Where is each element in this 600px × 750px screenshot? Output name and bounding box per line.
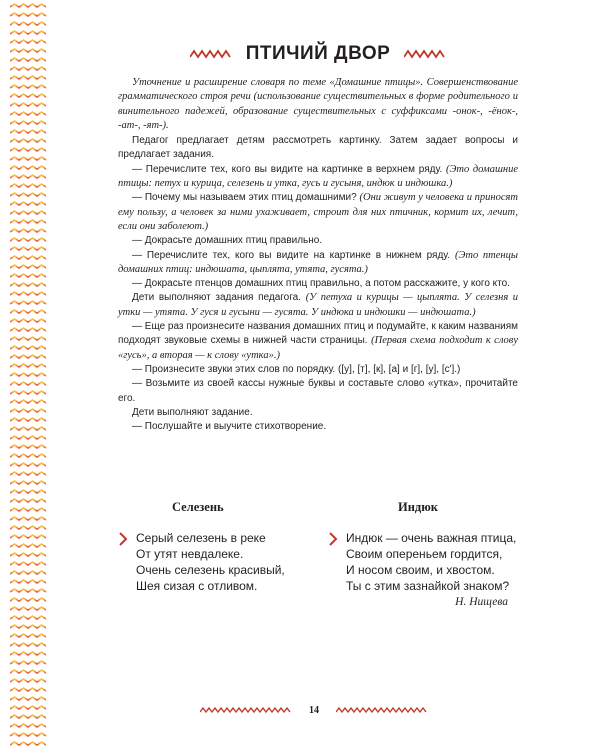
zigzag-line — [10, 31, 46, 34]
zigzag-stripe-decoration — [10, 0, 46, 750]
chevron-right-icon — [328, 532, 338, 546]
zigzag-line — [10, 715, 46, 718]
paragraph-answer: (Первая схема подходит к слову «гусь», а вторая — к слову «утка».) — [118, 335, 519, 361]
zigzag-line — [10, 148, 46, 151]
instruction-paragraph — [118, 191, 518, 234]
instruction-paragraph — [118, 377, 518, 406]
poem-stanza — [118, 530, 328, 594]
zigzag-line — [10, 166, 46, 169]
zigzag-line — [10, 544, 46, 547]
zigzag-line — [10, 67, 46, 70]
zigzag-line — [10, 400, 46, 403]
poem-line: И носом своим, и хвостом. — [346, 563, 495, 577]
zigzag-line — [10, 364, 46, 367]
paragraph-text: — Послушайте и выучите стихотворение. — [132, 421, 327, 433]
zigzag-line — [10, 418, 46, 421]
paragraph-answer: (Это домашние птицы: петух и курица, селезень и утка, гусь и гусыня, индюк и индюшка.) — [118, 163, 518, 190]
zigzag-line — [10, 607, 46, 610]
instruction-paragraph — [118, 420, 518, 434]
zigzag-line — [10, 598, 46, 601]
wave-ornament-left-icon — [200, 706, 292, 714]
page-title: ПТИЧИЙ ДВОР — [245, 43, 391, 64]
zigzag-line — [10, 319, 46, 322]
zigzag-line — [10, 292, 46, 295]
zigzag-line — [10, 571, 46, 574]
zigzag-line — [10, 373, 46, 376]
zigzag-line — [10, 283, 46, 286]
zigzag-line — [10, 742, 46, 745]
zigzag-line — [10, 616, 46, 619]
zigzag-line — [10, 13, 46, 16]
zigzag-line — [10, 535, 46, 538]
title-row — [118, 40, 518, 68]
zigzag-line — [10, 553, 46, 556]
zigzag-line — [10, 697, 46, 700]
instruction-paragraph — [118, 320, 518, 363]
zigzag-line — [10, 274, 46, 277]
instruction-paragraph — [118, 363, 518, 377]
zigzag-line — [10, 112, 46, 115]
wave-ornament-left-icon — [190, 49, 232, 59]
paragraph-text: — Докрасьте птенцов домашних птиц правильно, а потом расскажите, у кого кто. — [132, 278, 510, 290]
zigzag-line — [10, 76, 46, 79]
paragraph-text: — Перечислите тех, кого вы видите на картинке в нижнем ряду. — [132, 249, 451, 261]
poem-line: Ты с этим зазнайкой знаком? — [346, 579, 510, 593]
zigzag-line — [10, 265, 46, 268]
paragraph-answer: (Они живут у человека и приносят ему пользу, а человек за ними ухаживает, строит для них птичник, кормит их, лечит, если они заболеют.) — [118, 192, 518, 232]
zigzag-line — [10, 85, 46, 88]
paragraph-text: — Почему мы называем этих птиц домашними? — [132, 192, 357, 204]
zigzag-line — [10, 481, 46, 484]
poem-line: Шея сизая с отливом. — [136, 579, 258, 593]
instruction-paragraph — [118, 277, 518, 291]
zigzag-line — [10, 229, 46, 232]
poem-line: Серый селезень в реке — [136, 531, 266, 545]
instruction-paragraph — [118, 249, 518, 278]
zigzag-line — [10, 580, 46, 583]
zigzag-line — [10, 445, 46, 448]
wave-ornament-right-icon — [404, 49, 446, 59]
zigzag-line — [10, 436, 46, 439]
zigzag-line — [10, 517, 46, 520]
zigzag-line — [10, 355, 46, 358]
zigzag-line — [10, 22, 46, 25]
zigzag-line — [10, 652, 46, 655]
zigzag-line — [10, 643, 46, 646]
zigzag-line — [10, 175, 46, 178]
paragraph-text: Дети выполняют задания педагога. — [132, 292, 302, 304]
zigzag-line — [10, 562, 46, 565]
poem-seleizen — [118, 500, 328, 610]
zigzag-line — [10, 328, 46, 331]
zigzag-line — [10, 202, 46, 205]
zigzag-line — [10, 256, 46, 259]
zigzag-line — [10, 139, 46, 142]
poem-title: Селезень — [172, 500, 224, 514]
zigzag-line — [10, 724, 46, 727]
zigzag-line — [10, 157, 46, 160]
instruction-paragraph — [118, 163, 518, 192]
paragraph-answer: (Это птенцы домашних птиц: индюшата, цыплята, утята, гусята.) — [118, 249, 518, 275]
zigzag-line — [10, 409, 46, 412]
page-footer — [200, 702, 428, 718]
poem-author: Н. Нищева — [455, 596, 508, 608]
paragraph-text: — Возьмите из своей кассы нужные буквы и составьте слово «утка», прочитайте его. — [118, 378, 518, 404]
instruction-paragraph — [118, 234, 518, 248]
zigzag-line — [10, 4, 46, 7]
zigzag-line — [10, 679, 46, 682]
zigzag-line — [10, 337, 46, 340]
poem-line: От утят невдалеке. — [136, 547, 244, 561]
zigzag-line — [10, 688, 46, 691]
zigzag-line — [10, 661, 46, 664]
zigzag-line — [10, 40, 46, 43]
chevron-right-icon — [118, 532, 128, 546]
zigzag-line — [10, 463, 46, 466]
zigzag-line — [10, 238, 46, 241]
instruction-paragraph — [118, 291, 518, 320]
zigzag-line — [10, 733, 46, 736]
zigzag-line — [10, 625, 46, 628]
instruction-paragraph — [118, 406, 518, 420]
zigzag-line — [10, 247, 46, 250]
poem-title: Индюк — [398, 500, 439, 514]
poem-line: Очень селезень красивый, — [136, 563, 285, 577]
zigzag-line — [10, 670, 46, 673]
zigzag-line — [10, 634, 46, 637]
paragraph-text: Педагог предлагает детям рассмотреть картинку. Затем задает вопросы и предлагает задания. — [118, 135, 518, 161]
zigzag-line — [10, 49, 46, 52]
zigzag-line — [10, 58, 46, 61]
paragraph-text: Дети выполняют задание. — [132, 406, 253, 418]
zigzag-line — [10, 184, 46, 187]
zigzag-line — [10, 94, 46, 97]
poem-stanza — [328, 530, 538, 610]
zigzag-line — [10, 499, 46, 502]
zigzag-line — [10, 382, 46, 385]
paragraph-answer: (У петуха и курицы — цыплята. У селезня и утки — утята. У гуся и гусыни — гусята. У индюка и индюшки — индюшата.) — [118, 292, 518, 318]
paragraph-text: — Произнесите звуки этих слов по порядку. ([у], [т], [к], [а] и [г], [у], [с'].) — [132, 363, 461, 375]
zigzag-line — [10, 301, 46, 304]
poems-section — [118, 500, 538, 610]
zigzag-line — [10, 589, 46, 592]
zigzag-line — [10, 706, 46, 709]
zigzag-line — [10, 103, 46, 106]
poem-indyuk — [328, 500, 538, 610]
zigzag-line — [10, 427, 46, 430]
paragraph-text: — Докрасьте домашних птиц правильно. — [132, 235, 323, 247]
zigzag-line — [10, 490, 46, 493]
zigzag-line — [10, 472, 46, 475]
zigzag-line — [10, 310, 46, 313]
zigzag-line — [10, 454, 46, 457]
zigzag-line — [10, 130, 46, 133]
zigzag-line — [10, 526, 46, 529]
poem-line: Своим опереньем гордится, — [346, 547, 503, 561]
zigzag-line — [10, 346, 46, 349]
instruction-paragraphs — [118, 134, 518, 434]
poem-line: Индюк — очень важная птица, — [346, 531, 517, 545]
zigzag-line — [10, 220, 46, 223]
page-content — [118, 40, 518, 434]
zigzag-line — [10, 193, 46, 196]
page-number: 14 — [309, 704, 319, 716]
intro-text: Уточнение и расширение словаря по теме «Домашние птицы». Совершенствование грамматического строя речи (использование существительных в форме родительного и винительного падежей, образование существительных с суффиксами -онок-, -ёнок-, -ат-, -ят-). — [118, 77, 518, 131]
wave-ornament-right-icon — [336, 706, 428, 714]
zigzag-line — [10, 508, 46, 511]
zigzag-line — [10, 391, 46, 394]
zigzag-line — [10, 211, 46, 214]
instruction-paragraph — [118, 134, 518, 163]
zigzag-line — [10, 121, 46, 124]
paragraph-text: — Перечислите тех, кого вы видите на картинке в верхнем ряду. — [132, 163, 443, 175]
paragraph-text: — Еще раз произнесите названия домашних птиц и подумайте, к каким названиям подходят звуковые схемы в нижней части страницы. — [118, 321, 519, 347]
